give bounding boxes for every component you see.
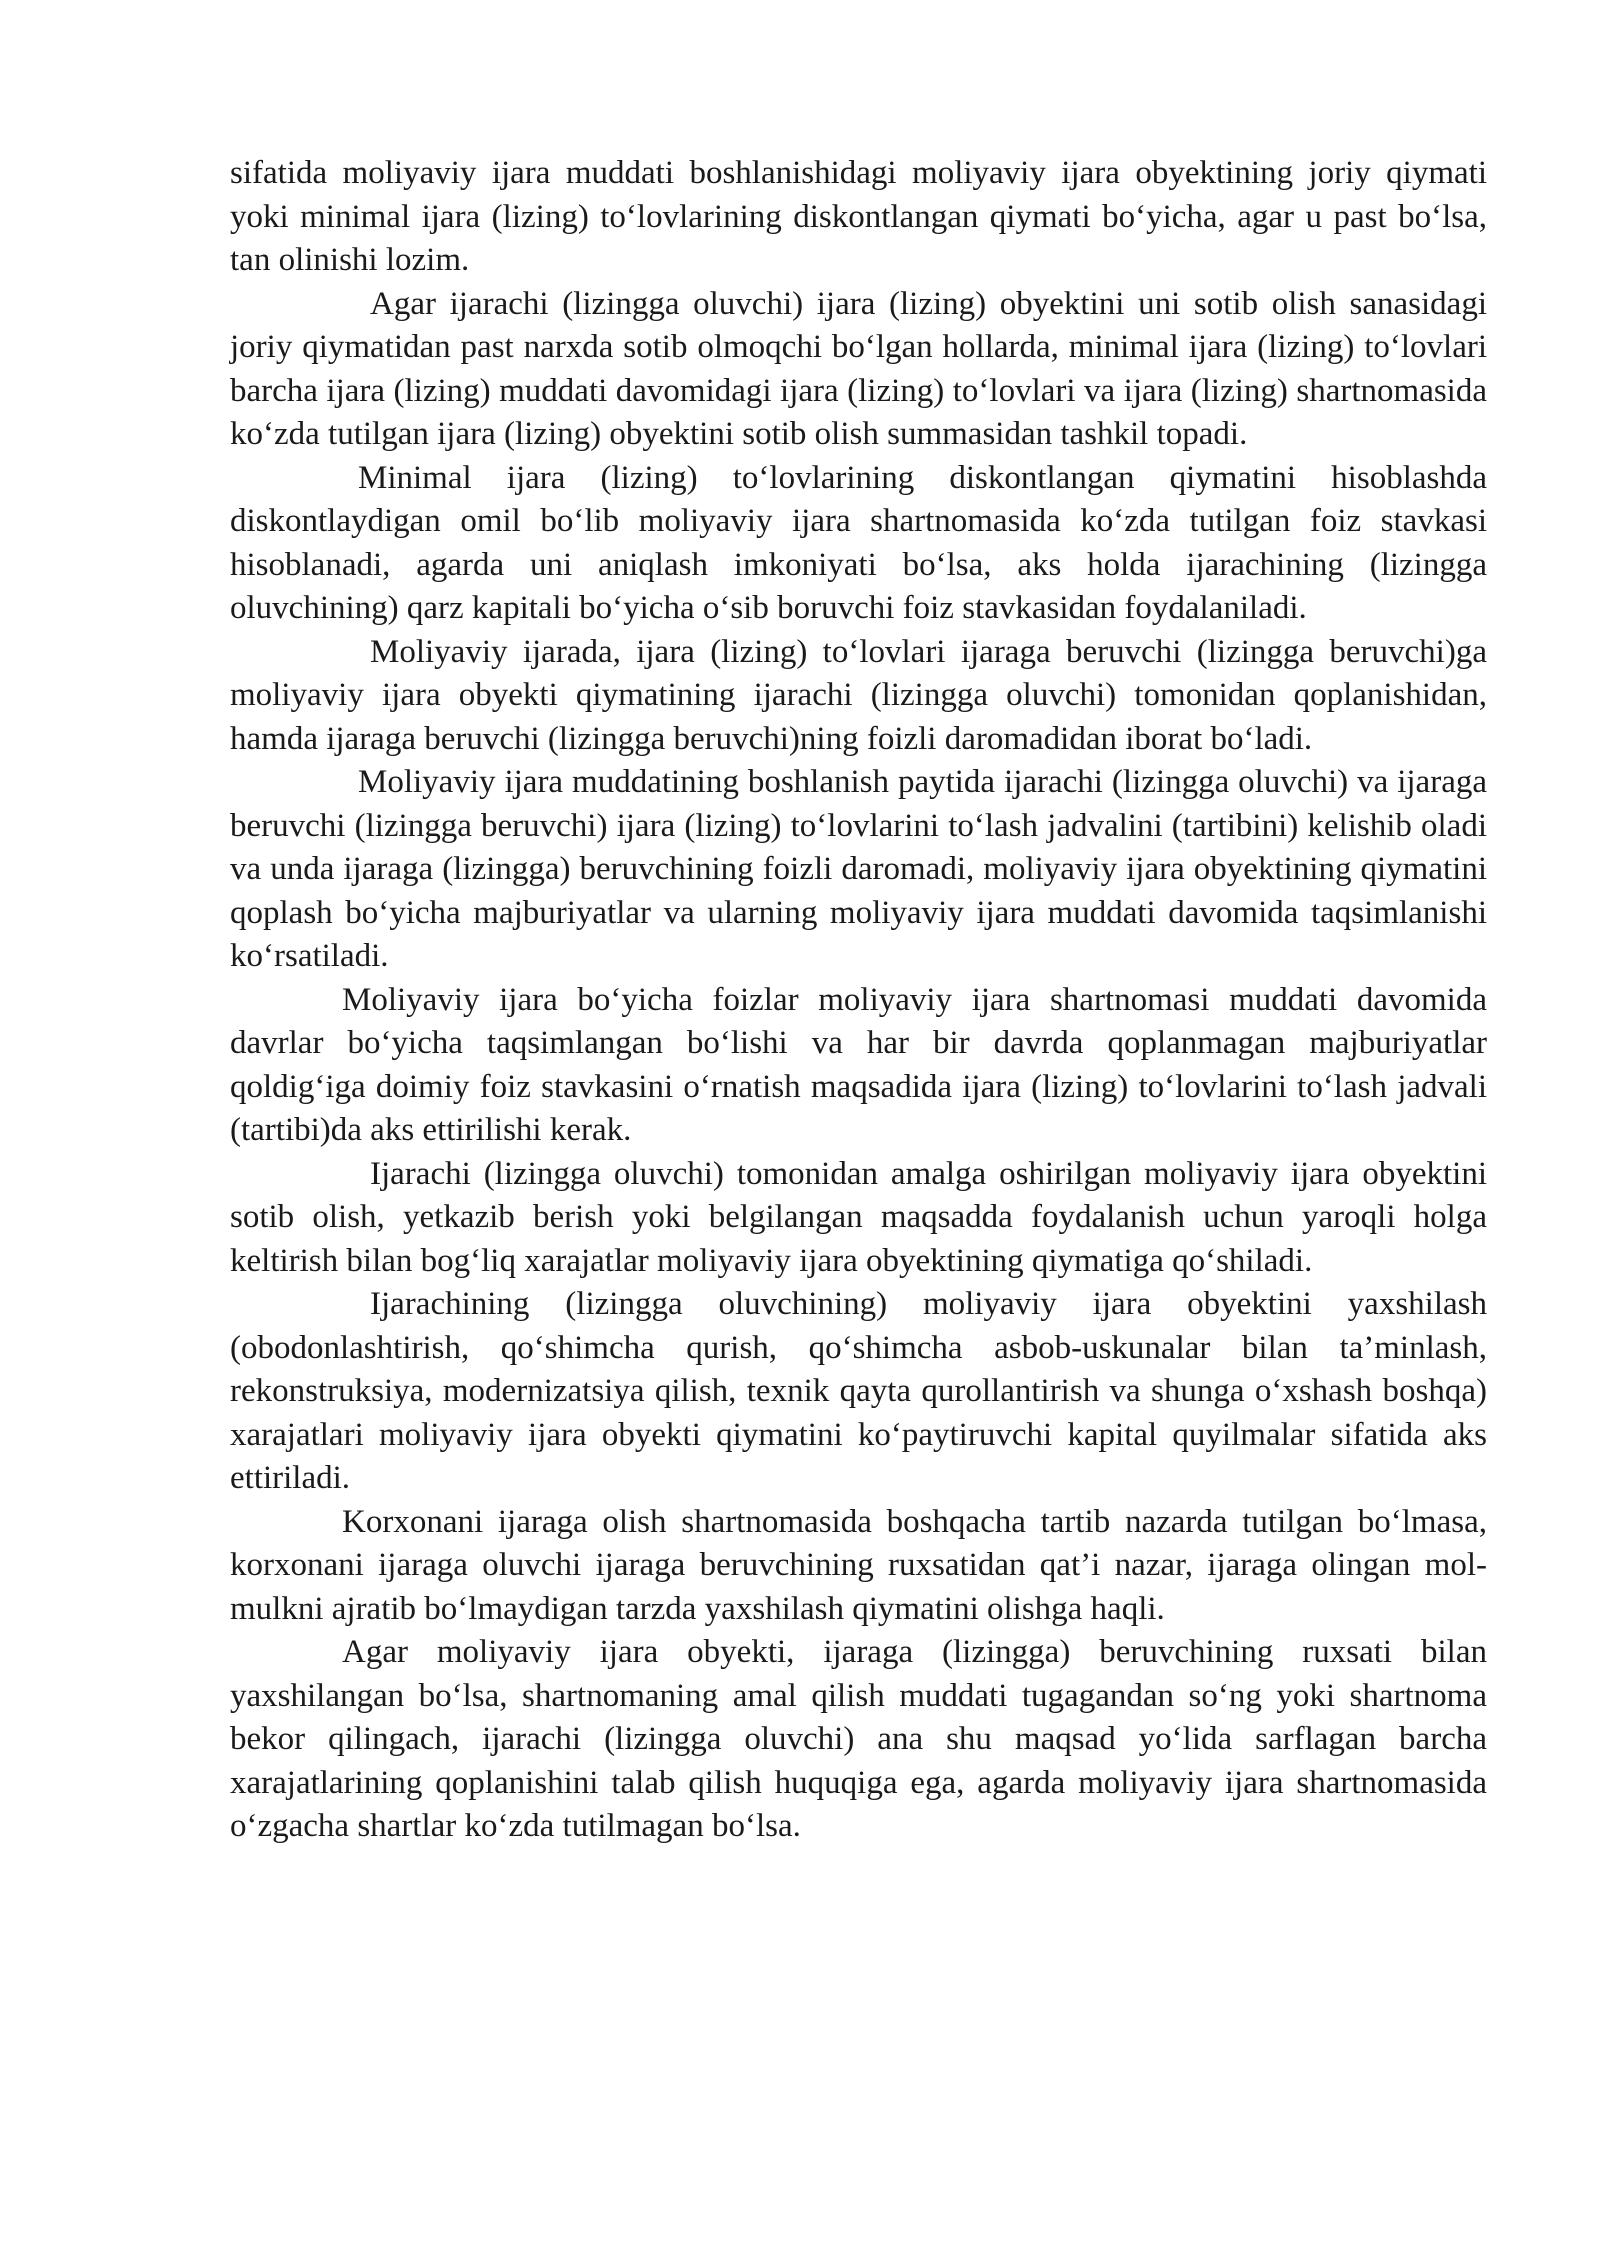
- paragraph-8: Ijarachining (lizingga oluvchining) moliyaviy ijara obyektini yaxshilash (obodonlashtirish, qo‘shimcha qurish, qo‘shimcha asbob-uskunalar bilan ta’minlash, rekonstruksiya, modernizatsiya qilish, texnik qayta qurollantirish va shunga o‘xshash boshqa) xarajatlari moliyaviy ijara obyekti qiymatini ko‘paytiruvchi kapital quyilmalar sifatida aks ettiriladi.: [230, 1286, 1487, 1496]
- paragraph-5: Moliyaviy ijara muddatining boshlanish paytida ijarachi (lizingga oluvchi) va ijaraga beruvchi (lizingga beruvchi) ijara (lizing) to‘lovlarini to‘lash jadvalini (tartibini) kelishib oladi va unda ijaraga (lizingga) beruvchining foizli daromadi, moliyaviy ijara obyektining qiymatini qoplash bo‘yicha majburiyatlar va ularning moliyaviy ijara muddati davomida taqsimlanishi ko‘rsatiladi.: [230, 764, 1487, 974]
- paragraph-10: Agar moliyaviy ijara obyekti, ijaraga (lizingga) beruvchining ruxsati bilan yaxshilangan bo‘lsa, shartnomaning amal qilish muddati tugagandan so‘ng yoki shartnoma bekor qilingach, ijarachi (lizingga oluvchi) ana shu maqsad yo‘lida sarflagan barcha xarajatlarining qoplanishini talab qilish huquqiga ega, agarda moliyaviy ijara shartnomasida o‘zgacha shartlar ko‘zda tutilmagan bo‘lsa.: [230, 1634, 1487, 1844]
- paragraph-1: sifatida moliyaviy ijara muddati boshlanishidagi moliyaviy ijara obyektining joriy qiymati yoki minimal ijara (lizing) to‘lovlarining diskontlangan qiymati bo‘yicha, agar u past bo‘lsa, tan olinishi lozim.: [230, 155, 1487, 278]
- paragraph-7: Ijarachi (lizingga oluvchi) tomonidan amalga oshirilgan moliyaviy ijara obyektini sotib olish, yetkazib berish yoki belgilangan maqsadda foydalanish uchun yaroqli holga keltirish bilan bog‘liq xarajatlar moliyaviy ijara obyektining qiymatiga qo‘shiladi.: [230, 1155, 1487, 1279]
- paragraph-4: Moliyaviy ijarada, ijara (lizing) to‘lovlari ijaraga beruvchi (lizingga beruvchi)ga moliyaviy ijara obyekti qiymatining ijarachi (lizingga oluvchi) tomonidan qoplanishidan, hamda ijaraga beruvchi (lizingga beruvchi)ning foizli daromadidan iborat bo‘ladi.: [230, 633, 1487, 757]
- paragraph-3: Minimal ijara (lizing) to‘lovlarining diskontlangan qiymatini hisoblashda diskontlaydigan omil bo‘lib moliyaviy ijara shartnomasida ko‘zda tutilgan foiz stavkasi hisoblanadi, agarda uni aniqlash imkoniyati bo‘lsa, aks holda ijarachining (lizingga oluvchining) qarz kapitali bo‘yicha o‘sib boruvchi foiz stavkasidan foydalaniladi.: [230, 459, 1487, 626]
- paragraph-2: Agar ijarachi (lizingga oluvchi) ijara (lizing) obyektini uni sotib olish sanasidagi joriy qiymatidan past narxda sotib olmoqchi bo‘lgan hollarda, minimal ijara (lizing) to‘lovlari barcha ijara (lizing) muddati davomidagi ijara (lizing) to‘lovlari va ijara (lizing) shartnomasida ko‘zda tutilgan ijara (lizing) obyektini sotib olish summasidan tashkil topadi.: [230, 285, 1487, 452]
- paragraph-9: Korxonani ijaraga olish shartnomasida boshqacha tartib nazarda tutilgan bo‘lmasa, korxonani ijaraga oluvchi ijaraga beruvchining ruxsatidan qat’i nazar, ijaraga olingan mol-mulkni ajratib bo‘lmaydigan tarzda yaxshilash qiymatini olishga haqli.: [230, 1503, 1487, 1627]
- document-body: [230, 152, 1487, 1849]
- paragraph-6: Moliyaviy ijara bo‘yicha foizlar moliyaviy ijara shartnomasi muddati davomida davrlar bo‘yicha taqsimlangan bo‘lishi va har bir davrda qoplanmagan majburiyatlar qoldig‘iga doimiy foiz stavkasini o‘rnatish maqsadida ijara (lizing) to‘lovlarini to‘lash jadvali (tartibi)da aks ettirilishi kerak.: [230, 981, 1487, 1148]
